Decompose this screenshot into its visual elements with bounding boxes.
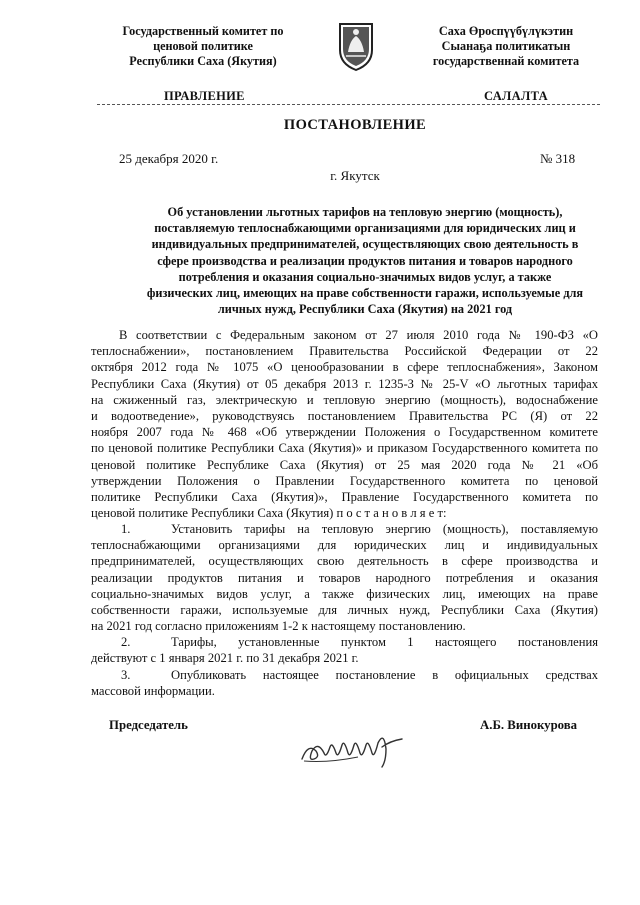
- document-city: г. Якутск: [330, 168, 380, 183]
- left-org-line: Государственный комитет по: [122, 24, 284, 38]
- left-org-line: ценовой политике: [153, 39, 253, 53]
- right-organization-name: [406, 24, 606, 69]
- right-org-line: Сыанаҕа политикатын: [441, 39, 571, 53]
- preamble-line: политике Республики Саха (Якутия)», Правление Государственного комитета по: [91, 490, 598, 505]
- subject-line: индивидуальных предпринимателей, осуществляющих свою деятельность в: [151, 237, 579, 252]
- subject-line: личных нужд, Республики Саха (Якутия) на 2021 год: [217, 302, 513, 317]
- document-date: 25 декабря 2020 г.: [119, 151, 219, 166]
- item-line: на 2021 год согласно приложениям 1-2 к настоящему постановлению.: [91, 619, 466, 634]
- item-first-line: [91, 667, 598, 683]
- item-line: Опубликовать настоящее постановление в официальных средствах: [171, 668, 598, 682]
- item-line: социально-значимых видов услуг, а также физических лиц, имеющих на праве: [91, 586, 598, 601]
- subject-line: физических лиц, имеющих на праве собственности гаражи, используемые для: [146, 286, 584, 301]
- left-org-line: Республики Саха (Якутия): [129, 54, 277, 68]
- item-line: Тарифы, установленные пунктом 1 настоящего постановления: [171, 635, 598, 649]
- right-org-line: государственнай комитета: [432, 54, 580, 68]
- preamble-line: В соответствии с Федеральным законом от 27 июля 2010 года № 190-ФЗ «О: [119, 328, 598, 342]
- left-organization-name: [98, 24, 308, 69]
- preamble-line: октября 2012 года № 1075 «О ценообразовании в сфере теплоснабжения», Законом: [91, 360, 598, 375]
- item-line: предпринимателей, осуществляющих свою деятельность в сфере производства и: [91, 554, 598, 569]
- preamble-line: ценовой политике Республике Саха (Якутия) от 25 мая 2020 года № 21 «Об: [91, 457, 598, 472]
- right-org-line: Саха Өроспүүбүлүкэтин: [438, 24, 574, 38]
- resolution-item-1: [91, 521, 598, 634]
- signatory-name: А.Б. Винокурова: [480, 718, 578, 732]
- subject-line: сфере производства и реализации продуктов питания и товаров народного: [157, 253, 573, 268]
- item-line: теплоснабжающими организациями для юридических лиц и индивидуальных: [91, 538, 598, 553]
- header-separator: [97, 104, 600, 105]
- item-line: Установить тарифы на тепловую энергию (мощность), поставляемую: [171, 522, 598, 536]
- item-line: действуют с 1 января 2021 г. по 31 декабря 2021 г.: [91, 651, 359, 666]
- resolution-item-3: [91, 667, 598, 699]
- item-number: 2.: [121, 635, 131, 649]
- item-first-line: [91, 521, 598, 537]
- document-subject: [124, 204, 606, 317]
- signatory-title: Председатель: [109, 718, 188, 732]
- preamble-line: Республики Саха (Якутия) от 05 декабря 2013 г. 1235-З № 25-V «О льготных тарифах: [91, 376, 598, 391]
- preamble-line: ноября 2007 года № 468 «Об утверждении Положения о Государственном комитете: [91, 425, 598, 440]
- document-number: № 318: [540, 151, 576, 166]
- preamble-line: и водоотведение», руководствуясь постановлением Правительства РС (Я) от 22: [91, 409, 598, 424]
- document-type-title: ПОСТАНОВЛЕНИЕ: [283, 117, 427, 133]
- subject-line: Об установлении льготных тарифов на тепловую энергию (мощность),: [167, 205, 563, 219]
- preamble-line: на сжиженный газ, электрическую и тепловую энергию (мощность), водоснабжение: [91, 392, 598, 407]
- item-number: 1.: [121, 522, 131, 536]
- resolution-item-2: [91, 634, 598, 666]
- item-line: реализации продуктов питания и товаров народного потребления и оказания: [91, 570, 598, 585]
- preamble-line: теплоснабжении», постановлением Правительства Российской Федерации от 22: [91, 344, 598, 359]
- item-line: массовой информации.: [91, 684, 215, 699]
- subject-line: поставляемую теплоснабжающими организациями для юридических лиц и: [154, 221, 576, 236]
- item-first-line: [91, 634, 598, 650]
- subject-line: потребления и оказания социально-значимых видов услуг, а также: [178, 269, 552, 284]
- preamble-line: ценовой политике Республики Саха (Якутия) п о с т а н о в л я е т:: [91, 506, 447, 521]
- item-line: собственности гаражи, используемые для личных нужд, Республики Саха (Якутия): [91, 603, 598, 618]
- preamble-line: утверждении Положения о Правлении Государственного комитета по ценовой: [91, 473, 598, 488]
- item-number: 3.: [121, 668, 131, 682]
- preamble-paragraph: [91, 327, 598, 521]
- coat-of-arms-emblem-icon: [334, 20, 378, 72]
- board-label-right: САЛАЛТА: [484, 89, 548, 103]
- board-label-left: ПРАВЛЕНИЕ: [164, 89, 245, 103]
- preamble-line: по ценовой политике Республики Саха (Якутия)» и приказом Государственного комитета по: [91, 441, 598, 456]
- handwritten-signature-icon: [298, 729, 410, 769]
